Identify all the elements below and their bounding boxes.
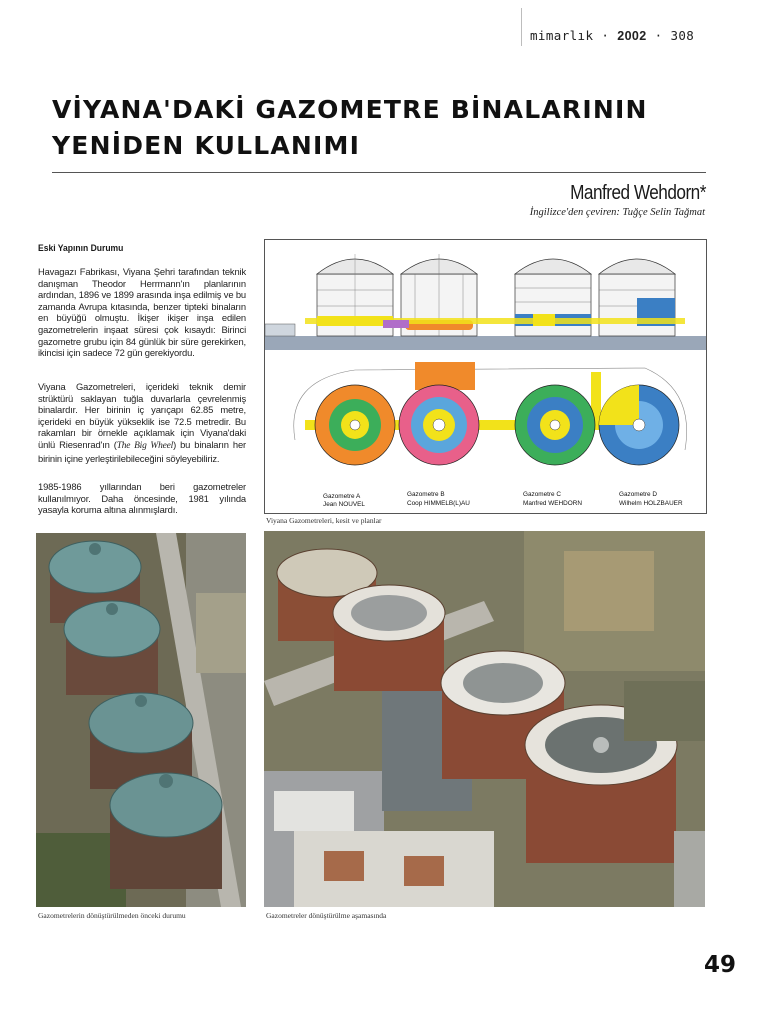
gazometer-a-label: Gazometre A (323, 493, 361, 500)
plan-gazometer-b (399, 385, 479, 465)
section-annex (265, 324, 295, 336)
photo-during-conversion (264, 531, 705, 907)
section-heading: Eski Yapının Durumu (38, 243, 124, 254)
header-rule (521, 8, 522, 46)
title-rule (52, 172, 706, 173)
section-gazometer-d (599, 259, 675, 336)
paragraph-text: ) bu binaların her birinin içine yerleştirilebileceğini söyleyebiliriz. (38, 438, 246, 464)
aerial-photo-before (36, 533, 246, 907)
header-year: 2002 (617, 29, 647, 43)
ground-band (265, 336, 706, 350)
title-line-1: VİYANA'DAKİ GAZOMETRE BİNALARININ (52, 95, 648, 124)
running-head (530, 28, 694, 43)
article-title (52, 92, 732, 164)
gazometer-d-label: Gazometre D (619, 491, 658, 498)
author-name: Manfred Wehdorn* (570, 182, 706, 204)
plan-gazometer-c (515, 385, 595, 465)
title-line-2: YENİDEN KULLANIMI (52, 131, 361, 160)
plan-caption: Viyana Gazometreleri, kesit ve planlar (266, 516, 382, 525)
aerial-photo-during (264, 531, 705, 907)
header-separator: · (601, 28, 610, 43)
gazometer-b-architect: Coop HIMMELB(L)AU (407, 500, 470, 507)
plan-gazometer-d (599, 385, 679, 465)
body-paragraph: Havagazı Fabrikası, Viyana Şehri tarafından teknik danışman Theodor Herrmann'ın planlarının ardından, 1896 ve 1899 arasında inşa edilmiş ve bu zamanda Avrupa kıtasında, benzer tipteki binaların en büyüğü olmuştu. İkişer ikişer inşa edilen gazometrelerin inşaat süresi çok kısaydı: Birinci gazometre grubu için 84 günlük bir süre gerekirken, ikincisi için sadece 72 gün gerekiyordu. (38, 266, 246, 359)
section-gazometer-c (515, 259, 591, 336)
photo-before-caption: Gazometrelerin dönüştürülmeden önceki durumu (38, 911, 186, 920)
section-and-plan-drawing (264, 239, 707, 514)
photo-before-conversion (36, 533, 246, 907)
site-plan (294, 362, 687, 465)
gazometer-a-architect: Jean NOUVEL (323, 501, 365, 508)
plan-gazometer-a (315, 385, 395, 465)
converted-gasholder (333, 585, 445, 691)
gasholder-dome (64, 601, 160, 695)
gazometer-c-architect: Manfred WEHDORN (523, 500, 582, 507)
journal-name: mimarlık (530, 28, 594, 43)
page-number: 49 (703, 952, 736, 978)
section-accent (383, 320, 409, 328)
body-paragraph: 1985-1986 yıllarından beri gazometreler kullanılmıyor. Daha öncesinde, 1981 yılında yasayla koruma altına alınmışlardı. (38, 481, 246, 516)
paragraph-italic: The Big Wheel (116, 440, 174, 451)
gazometer-d-architect: Wilhelm HOLZBAUER (619, 500, 683, 507)
paragraph-text: Viyana Gazometreleri, içerideki teknik demir strüktürü saklayan tuğla duvarlarla çevrelenmiş binalardır. Her birinin iç yarıçapı 62.85 metre, içerideki en büyük yükseklik ise 72.5 metredir. Bu rakamları bir örnekle açıklamak için Viyana'daki ünlü Riesenrad'ın ( (38, 381, 246, 450)
gazometer-c-label: Gazometre C (523, 491, 562, 498)
translator-credit: İngilizce'den çeviren: Tuğçe Selin Tağmat (529, 207, 705, 218)
connecting-mall-section (305, 318, 685, 324)
header-issue: 308 (670, 28, 695, 43)
photo-during-caption: Gazometreler dönüştürülme aşamasında (266, 911, 387, 920)
gasholder-dome (110, 773, 222, 889)
gazometer-b-label: Gazometre B (407, 491, 445, 498)
body-paragraph (38, 381, 246, 464)
header-separator: · (654, 28, 663, 43)
plan-illustration (265, 240, 706, 513)
